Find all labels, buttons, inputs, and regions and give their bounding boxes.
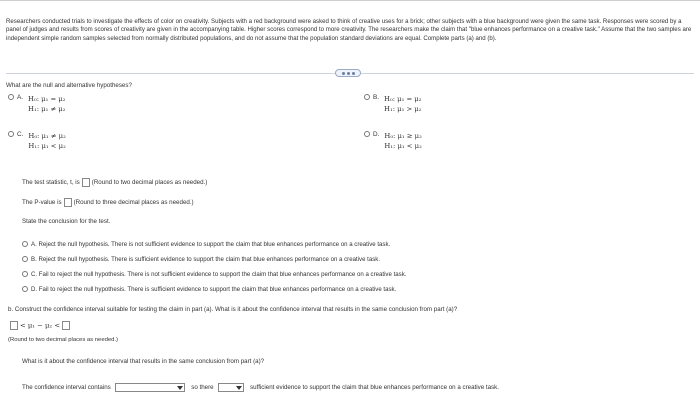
dot-icon (342, 72, 345, 75)
radio-conclusion-c[interactable] (22, 271, 28, 277)
hypotheses-question: What are the null and alternative hypotheses? (6, 82, 132, 89)
option-a[interactable]: A. H₀: μ₁ = μ₂ H₁: μ₁ ≠ μ₂ (8, 94, 65, 114)
option-b-h0: H₀: μ₁ = μ₂ (384, 95, 422, 103)
dot-icon (347, 72, 350, 75)
top-border (0, 0, 700, 1)
radio-option-d[interactable] (364, 131, 370, 137)
test-statistic-input[interactable] (82, 178, 90, 187)
final-answer-row: The confidence interval contains so there sufficient evidence to support the claim that blue enhances performance on a creative task. (22, 384, 499, 392)
expand-toggle-button[interactable] (335, 69, 361, 77)
option-c[interactable]: C. H₀: μ₁ ≠ μ₂ H₁: μ₁ < μ₂ (8, 131, 66, 151)
chevron-down-icon (236, 386, 242, 390)
conclusion-option-a[interactable]: A. Reject the null hypothesis. There is not sufficient evidence to support the claim that blue enhances performance on a creative task. (22, 241, 390, 248)
option-d-h1: H₁: μ₁ < μ₂ (384, 142, 422, 150)
option-a-h0: H₀: μ₁ = μ₂ (28, 95, 66, 103)
radio-option-c[interactable] (8, 131, 14, 137)
dot-icon (352, 72, 355, 75)
option-d-h0: H₀: μ₁ ≥ μ₂ (384, 132, 422, 140)
what-is-it-prompt: What is it about the confidence interval that results in the same conclusion from part (a)? (22, 358, 265, 365)
problem-intro: Researchers conducted trials to investigate the effects of color on creativity. Subjects with a red background were asked to think of creative uses for a brick; other subjects with a blue background were given the same task. Responses were scored by a panel of judges and results from scores of creativity are given in the accompanying table. Higher scores correspond to more creativity. The researchers make the claim that "blue enhances performance on a creative task." Assume that the two samples are independent simple random samples selected from normally distributed populations, and do not assume that the population standard deviations are equal. Complete parts (a) and (b). (6, 18, 692, 42)
option-c-h1: H₁: μ₁ < μ₂ (28, 142, 66, 150)
state-conclusion-prompt: State the conclusion for the test. (22, 218, 111, 225)
option-c-h0: H₀: μ₁ ≠ μ₂ (28, 132, 66, 140)
radio-option-a[interactable] (8, 94, 14, 100)
radio-option-b[interactable] (364, 94, 370, 100)
is-is-not-dropdown[interactable] (218, 383, 244, 392)
part-b-prompt: b. Construct the confidence interval suitable for testing the claim in part (a). What is it about the confidence interval that results in the same conclusion from part (a)? (8, 306, 458, 313)
confidence-interval-row: < μ₁ − μ₂ < (8, 321, 72, 330)
option-a-h1: H₁: μ₁ ≠ μ₂ (28, 105, 66, 113)
conclusion-option-c[interactable]: C. Fail to reject the null hypothesis. There is not sufficient evidence to support the claim that blue enhances performance on a creative task. (22, 271, 406, 278)
ci-upper-input[interactable] (62, 321, 70, 330)
test-statistic-row: The test statistic, t, is (Round to two decimal places as needed.) (22, 179, 208, 187)
ci-lower-input[interactable] (10, 321, 18, 330)
radio-conclusion-d[interactable] (22, 286, 28, 292)
option-d[interactable]: D. H₀: μ₁ ≥ μ₂ H₁: μ₁ < μ₂ (364, 131, 422, 151)
option-b[interactable]: B. H₀: μ₁ = μ₂ H₁: μ₁ > μ₂ (364, 94, 421, 114)
conclusion-option-b[interactable]: B. Reject the null hypothesis. There is sufficient evidence to support the claim that blue enhances performance on a creative task. (22, 256, 380, 263)
radio-conclusion-b[interactable] (22, 256, 28, 262)
pvalue-row: The P-value is (Round to three decimal places as needed.) (22, 199, 194, 207)
contains-dropdown[interactable] (115, 383, 185, 392)
chevron-down-icon (177, 386, 183, 390)
option-b-h1: H₁: μ₁ > μ₂ (384, 105, 422, 113)
ci-hint: (Round to two decimal places as needed.) (8, 337, 119, 343)
conclusion-option-d[interactable]: D. Fail to reject the null hypothesis. There is sufficient evidence to support the claim that blue enhances performance on a creative task. (22, 286, 396, 293)
pvalue-input[interactable] (64, 198, 72, 207)
radio-conclusion-a[interactable] (22, 241, 28, 247)
